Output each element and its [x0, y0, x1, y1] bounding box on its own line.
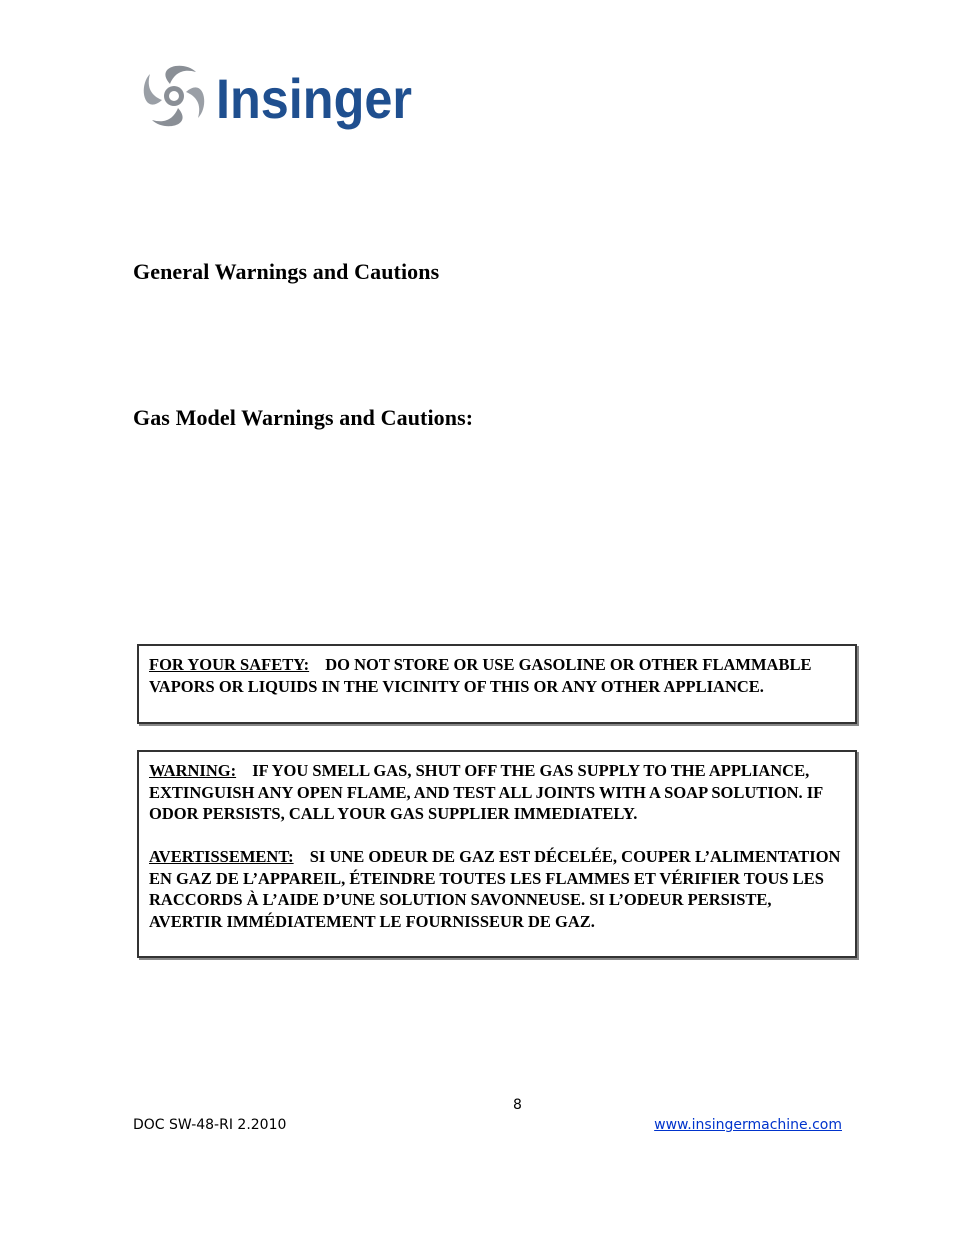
- safety-text: DO NOT STORE OR USE GASOLINE OR OTHER FLAMMABLE VAPORS OR LIQUIDS IN THE VICINITY OF THIS OR ANY OTHER APPLIANCE.: [149, 655, 812, 696]
- logo-wordmark: Insinger: [216, 67, 412, 130]
- website-link[interactable]: www.insingermachine.com: [654, 1117, 842, 1133]
- gas-warning-box: [137, 750, 857, 958]
- general-warnings-heading: General Warnings and Cautions: [133, 259, 440, 284]
- safety-lead: FOR YOUR SAFETY:: [149, 655, 310, 674]
- warning-text: IF YOU SMELL GAS, SHUT OFF THE GAS SUPPLY TO THE APPLIANCE, EXTINGUISH ANY OPEN FLAME, AND TEST ALL JOINTS WITH A SOAP SOLUTION. IF ODOR PERSISTS, CALL YOUR GAS SUPPLIER IMMEDIATELY.: [149, 761, 823, 823]
- safety-paragraph: [149, 654, 845, 697]
- warning-paragraph-en: [149, 760, 845, 825]
- insinger-logo: [136, 58, 416, 134]
- warning-lead: WARNING:: [149, 761, 237, 780]
- warning-paragraph-fr: [149, 846, 845, 932]
- avertissement-text: SI UNE ODEUR DE GAZ EST DÉCELÉE, COUPER L’ALIMENTATION EN GAZ DE L’APPAREIL, ÉTEINDRE TOUTES LES FLAMMES ET VÉRIFIER TOUS LES RACCORDS À L’AIDE D’UNE SOLUTION SAVONNEUSE. SI L’ODEUR PERSISTE, AVERTIR IMMÉDIATEMENT LE FOURNISSEUR DE GAZ.: [149, 847, 841, 931]
- swirl-logo-icon: [136, 58, 416, 134]
- avertissement-lead: AVERTISSEMENT:: [149, 847, 294, 866]
- document-id: DOC SW-48-RI 2.2010: [133, 1117, 287, 1133]
- gas-warnings-heading: Gas Model Warnings and Cautions:: [133, 405, 474, 430]
- safety-notice-box: [137, 644, 857, 724]
- page-number: 8: [513, 1097, 522, 1113]
